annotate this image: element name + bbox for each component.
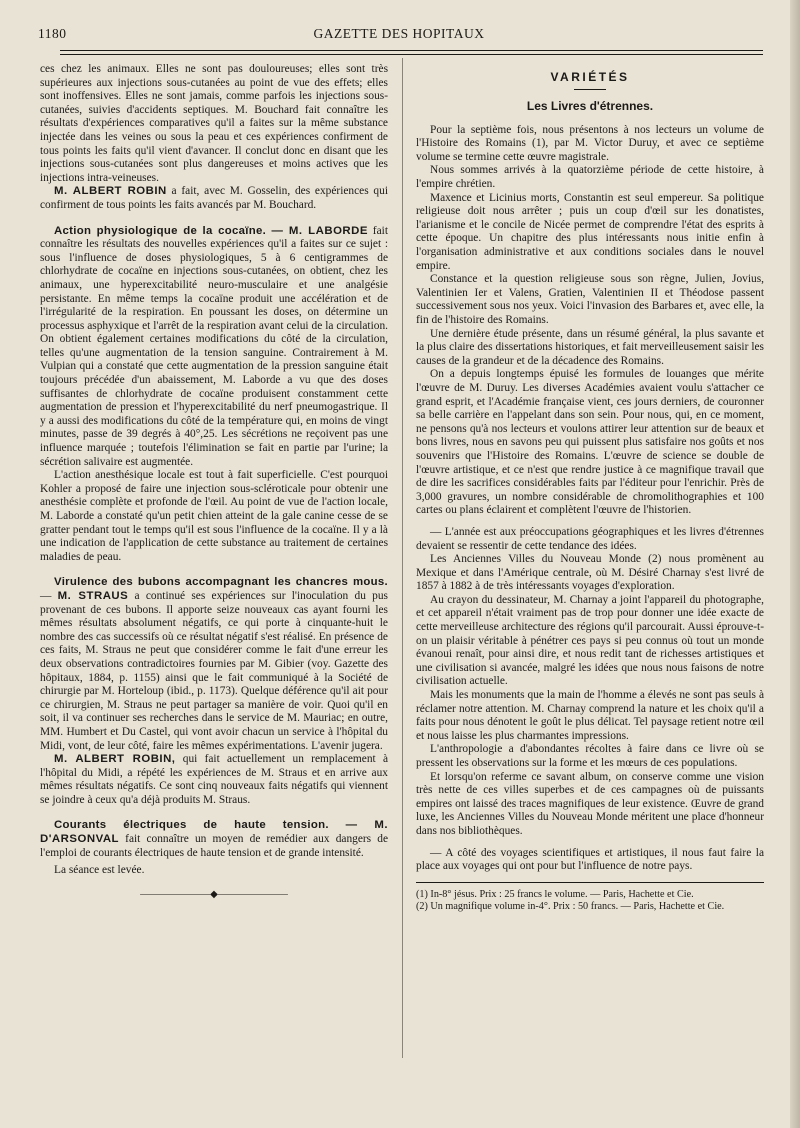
paragraph: ces chez les animaux. Elles ne sont pas douloureuses; elles sont très supérieures aux injections sous-cutanées au point de vue des effets; elles sont inoffensives. Elles ne sont jamais, comme parfois les injections sous-cutanées, suivies d'accidents septiques. M. Bouchard fait connaître les résultats d'expériences comparatives qu'il a faites sur la même substance injectée dans les veines ou sous la peau et ces expériences confirment de tous points les faits qu'il vient d'avancer. Il conclut donc en disant que les injections sous-cutanées sont plus dangereuses et moins actives que les injections intra-veineuses.	[40, 63, 388, 184]
paragraph: On a depuis longtemps épuisé les formules de louanges que mérite l'œuvre de M. Duruy. Les diverses Académies avaient voulu s'attacher ce grand esprit, et l'Académie française vient, ces jours derniers, de couronner sa belle carrière en l'appelant dans son sein. Pour nous, qui, en ce moment, ne pensons qu'à nos lecteurs et voulons attirer leur attention sur de beaux et bons livres, nous en savons peu qui puissent plus satisfaire nos goûts et nos souvenirs que l'Histoire des Romains. L'œuvre de science se double de l'œuvre artistique, et ce n'est que rendre justice à ce magnifique travail que de dire les sacrifices considérables faits par l'éditeur pour l'enrichir. Près de 3,000 gravures, un nombre considérable de chromolithographies et 100 cartes ou plans éclairent et complètent l'œuvre de l'historien.	[416, 368, 764, 517]
speaker-name: M. LABORDE	[283, 224, 368, 237]
section-bubons: Virulence des bubons accompagnant les chancres mous. — M. STRAUS a continué ses expériences sur l'inoculation du pus provenant de ces bubons. Il apporte seize nouveaux cas ayant fourni les mêmes résultats absolument négatifs, ce qui porte à cinquante-huit le nombre des cas successifs où ce résultat négatif s'est réalisé. En présence de ces faits, M. Straus ne peut que considérer comme le fait d'une erreur les deux observations contradictoires fournies par M. Gibier (voy. Gazette des hôpitaux, 1884, p. 1155) ainsi que le fait communiqué à la Société de chirurgie par M. Horteloup (ibid., p. 1173). Quelque déférence qu'il ait pour ce chirurgien, M. Straus ne peut partager sa manière de voir. Quoi qu'il en soit, il va continuer ses recherches dans le service de M. Mauriac; en outre, MM. Humbert et Du Castel, qui vont avoir chacun un service à l'hôpital du Midi, vont, de leur côté, faire les mêmes expérimentations. L'avenir jugera.	[40, 576, 388, 752]
speaker-name: M. ALBERT ROBIN,	[54, 753, 176, 766]
paragraph: Nous sommes arrivés à la quatorzième période de cette histoire, à l'empire chrétien.	[416, 164, 764, 191]
footnote-rule	[416, 882, 764, 883]
paragraph: L'anthropologie a d'abondantes récoltes à faire dans ce livre où se pressent les observations sur la forme et les mœurs de ces populations.	[416, 743, 764, 769]
right-column	[416, 71, 764, 914]
paragraph: Et lorsqu'on referme ce savant album, on conserve comme une vision très nette de ces villes superbes et de ces campagnes où de puissants empires ont laissé des traces magnifiques de leur existence. Œuvre de grand luxe, les Anciennes Villes du Nouveau Monde méritent une place d'honneur dans nos bibliothèques.	[416, 770, 764, 837]
paragraph: Mais les monuments que la main de l'homme a élevés ne sont pas seuls à réclamer notre attention. M. Charnay comprend la nature et les choix qu'il a faits pour nous dénotent le goût le plus délicat. Tel paysage retient notre œil et nous laisse les plus charmantes impressions.	[416, 689, 764, 742]
footnotes	[416, 889, 764, 914]
journal-title: GAZETTE DES HOPITAUX	[313, 26, 485, 41]
paragraph: Maxence et Licinius morts, Constantin est seul empereur. Sa politique religieuse doit nous arrêter ; puis un coup d'œil sur les donatistes, l'arianisme et le concile de Nicée permet de comprendre l'état des esprits à cette époque. Un chapitre des plus intéressants nous initie enfin à l'organisation administrative et aux conditions sociales dans le nouvel empire.	[416, 191, 764, 272]
article-body	[416, 124, 764, 874]
paragraph: Au crayon du dessinateur, M. Charnay a joint l'appareil du photographe, et cet appareil n'était vraiment pas de trop pour donner une idée exacte de cette merveilleuse architecture des régions qu'il parcourait. Aussi éprouve-t-on un plaisir véritable à pénétrer ces pays si peu connus où tout un monde évanoui renaît, pour ainsi dire, et nous redit tant de richesses artistiques et une civilisation si avancée, malgré les idées que nous nous faisons de notre civilisation actuelle.	[416, 593, 764, 688]
paragraph: Une dernière étude présente, dans un résumé général, la plus savante et la plus claire des dissertations historiques, et fait merveilleusement saisir les causes de la grandeur et de la décadence des Romains.	[416, 327, 764, 367]
footnote: (1) In-8° jésus. Prix : 25 francs le volume. — Paris, Hachette et Cie.	[416, 888, 694, 900]
page-number: 1180	[38, 26, 67, 41]
paragraph: Pour la septième fois, nous présentons à nos lecteurs un volume de l'Histoire des Romains (1), par M. Victor Duruy, et avec ce septième volume se termine cette œuvre magistrale.	[416, 123, 764, 163]
paragraph: M. ALBERT ROBIN, qui fait actuellement un remplacement à l'hôpital du Midi, a répété les expériences de M. Straus et en arrive aux mêmes résultats négatifs. Ce sont cinq nouveaux faits négatifs qui viennent se joindre à ceux qu'a déjà produits M. Straus.	[40, 753, 389, 806]
left-column	[40, 63, 388, 901]
paragraph: — A côté des voyages scientifiques et artistiques, il nous faut faire la place aux voyages qui ont pour but l'influence de notre pays.	[416, 846, 764, 873]
paragraph: M. ALBERT ROBIN a fait, avec M. Gosselin, des expériences qui confirment de tous points les faits avancés par M. Bouchard.	[40, 185, 388, 211]
section-heading: Virulence des bubons accompagnant les chancres mous.	[54, 576, 388, 589]
running-head	[38, 26, 760, 44]
column-divider	[402, 58, 403, 1058]
speaker-name: M. D'ARSONVAL	[40, 819, 388, 846]
section-heading: Courants électriques de haute tension. —	[54, 819, 358, 832]
paragraph: — L'année est aux préoccupations géographiques et les livres d'étrennes devaient se ressentir de cette tendance des idées.	[416, 525, 764, 552]
page-edge	[790, 0, 800, 1128]
rubric-title: VARIÉTÉS	[550, 70, 630, 84]
footnote: (2) Un magnifique volume in-4°. Prix : 50 francs. — Paris, Hachette et Cie.	[416, 901, 725, 913]
paragraph: Constance et la question religieuse sous son règne, Julien, Jovius, Valentinien Ier et Valens, Gratien, Valentinien II et Théodose passent successivement sous nos yeux. Voici l'invasion des Barbares et, avec elle, la fin de l'histoire des Romains.	[416, 273, 764, 326]
section-cocaine: Action physiologique de la cocaïne. — M. LABORDE fait connaître les résultats des nouvelles expériences qu'il a faites sur ce sujet : sous l'influence de doses physiologiques, 5 à 6 centigrammes de chlorhydrate de cocaïne en injections sous-cutanées, on obtient, chez les animaux, une hyperexcitabilité neuro-musculaire et une analgésie persistante. En même temps la cocaïne produit une accélération et de l'irrégularité de la respiration. En poussant les doses, on détermine un processus asphyxique et l'arrêt de la respiration avant celui de la circulation. On obtient également certaines modifications du côté de la circulation, telles qu'une augmentation de la tension sanguine. Contrairement à M. Vulpian qui a constaté que cette augmentation de la pression sanguine était toujours précédée d'un abaissement, M. Laborde a vu que des doses suffisantes de chlorhydrate de cocaïne produisent constamment cette augmentation de pression et l'hyperexcitabilité du nerf pneumogastrique. Il y a aussi des modifications du côté de la température qui, en moins de vingt minutes, passe de 39 degrés à 40°,25. Les sécrétions ne reçoivent pas une influence marquée ; toutefois l'élimination se fait en partie par l'urine; la sécrétion salivaire est augmentée.	[40, 224, 388, 468]
header-rule	[60, 50, 763, 55]
speaker-name: M. ALBERT ROBIN	[54, 185, 167, 198]
section-heading: Action physiologique de la cocaïne. —	[54, 224, 284, 237]
paragraph: Les Anciennes Villes du Nouveau Monde (2) nous promènent au Mexique et dans l'Amérique centrale, où M. Désiré Charnay s'est livré de 1857 à 1882 à de très intéressants voyages d'exploration.	[416, 553, 764, 593]
closing-line: La séance est levée.	[54, 864, 145, 877]
paragraph: L'action anesthésique locale est tout à fait superficielle. C'est pourquoi Kohler a proposé de faire une injection sous-scléroticale pour obtenir une anesthésie complète et profonde de l'œil. Au point de vue de l'action locale, M. Laborde a constaté qu'un petit chien atteint de la gale canine cesse de se gratter pendant tout le temps qu'il est sous l'influence de la cocaïne. Il y a là une indication de l'application de cette substance au traitement de certaines maladies de peau.	[40, 469, 388, 563]
article-title: Les Livres d'étrennes.	[526, 99, 654, 114]
short-rule	[574, 89, 606, 91]
section-courants: Courants électriques de haute tension. — M. D'ARSONVAL fait connaître un moyen de remédier aux dangers de l'emploi de courants électriques de haute tension et de grande intensité.	[40, 819, 388, 859]
end-ornament: ———————◆———————	[140, 888, 288, 900]
speaker-name: M. STRAUS	[57, 589, 129, 602]
